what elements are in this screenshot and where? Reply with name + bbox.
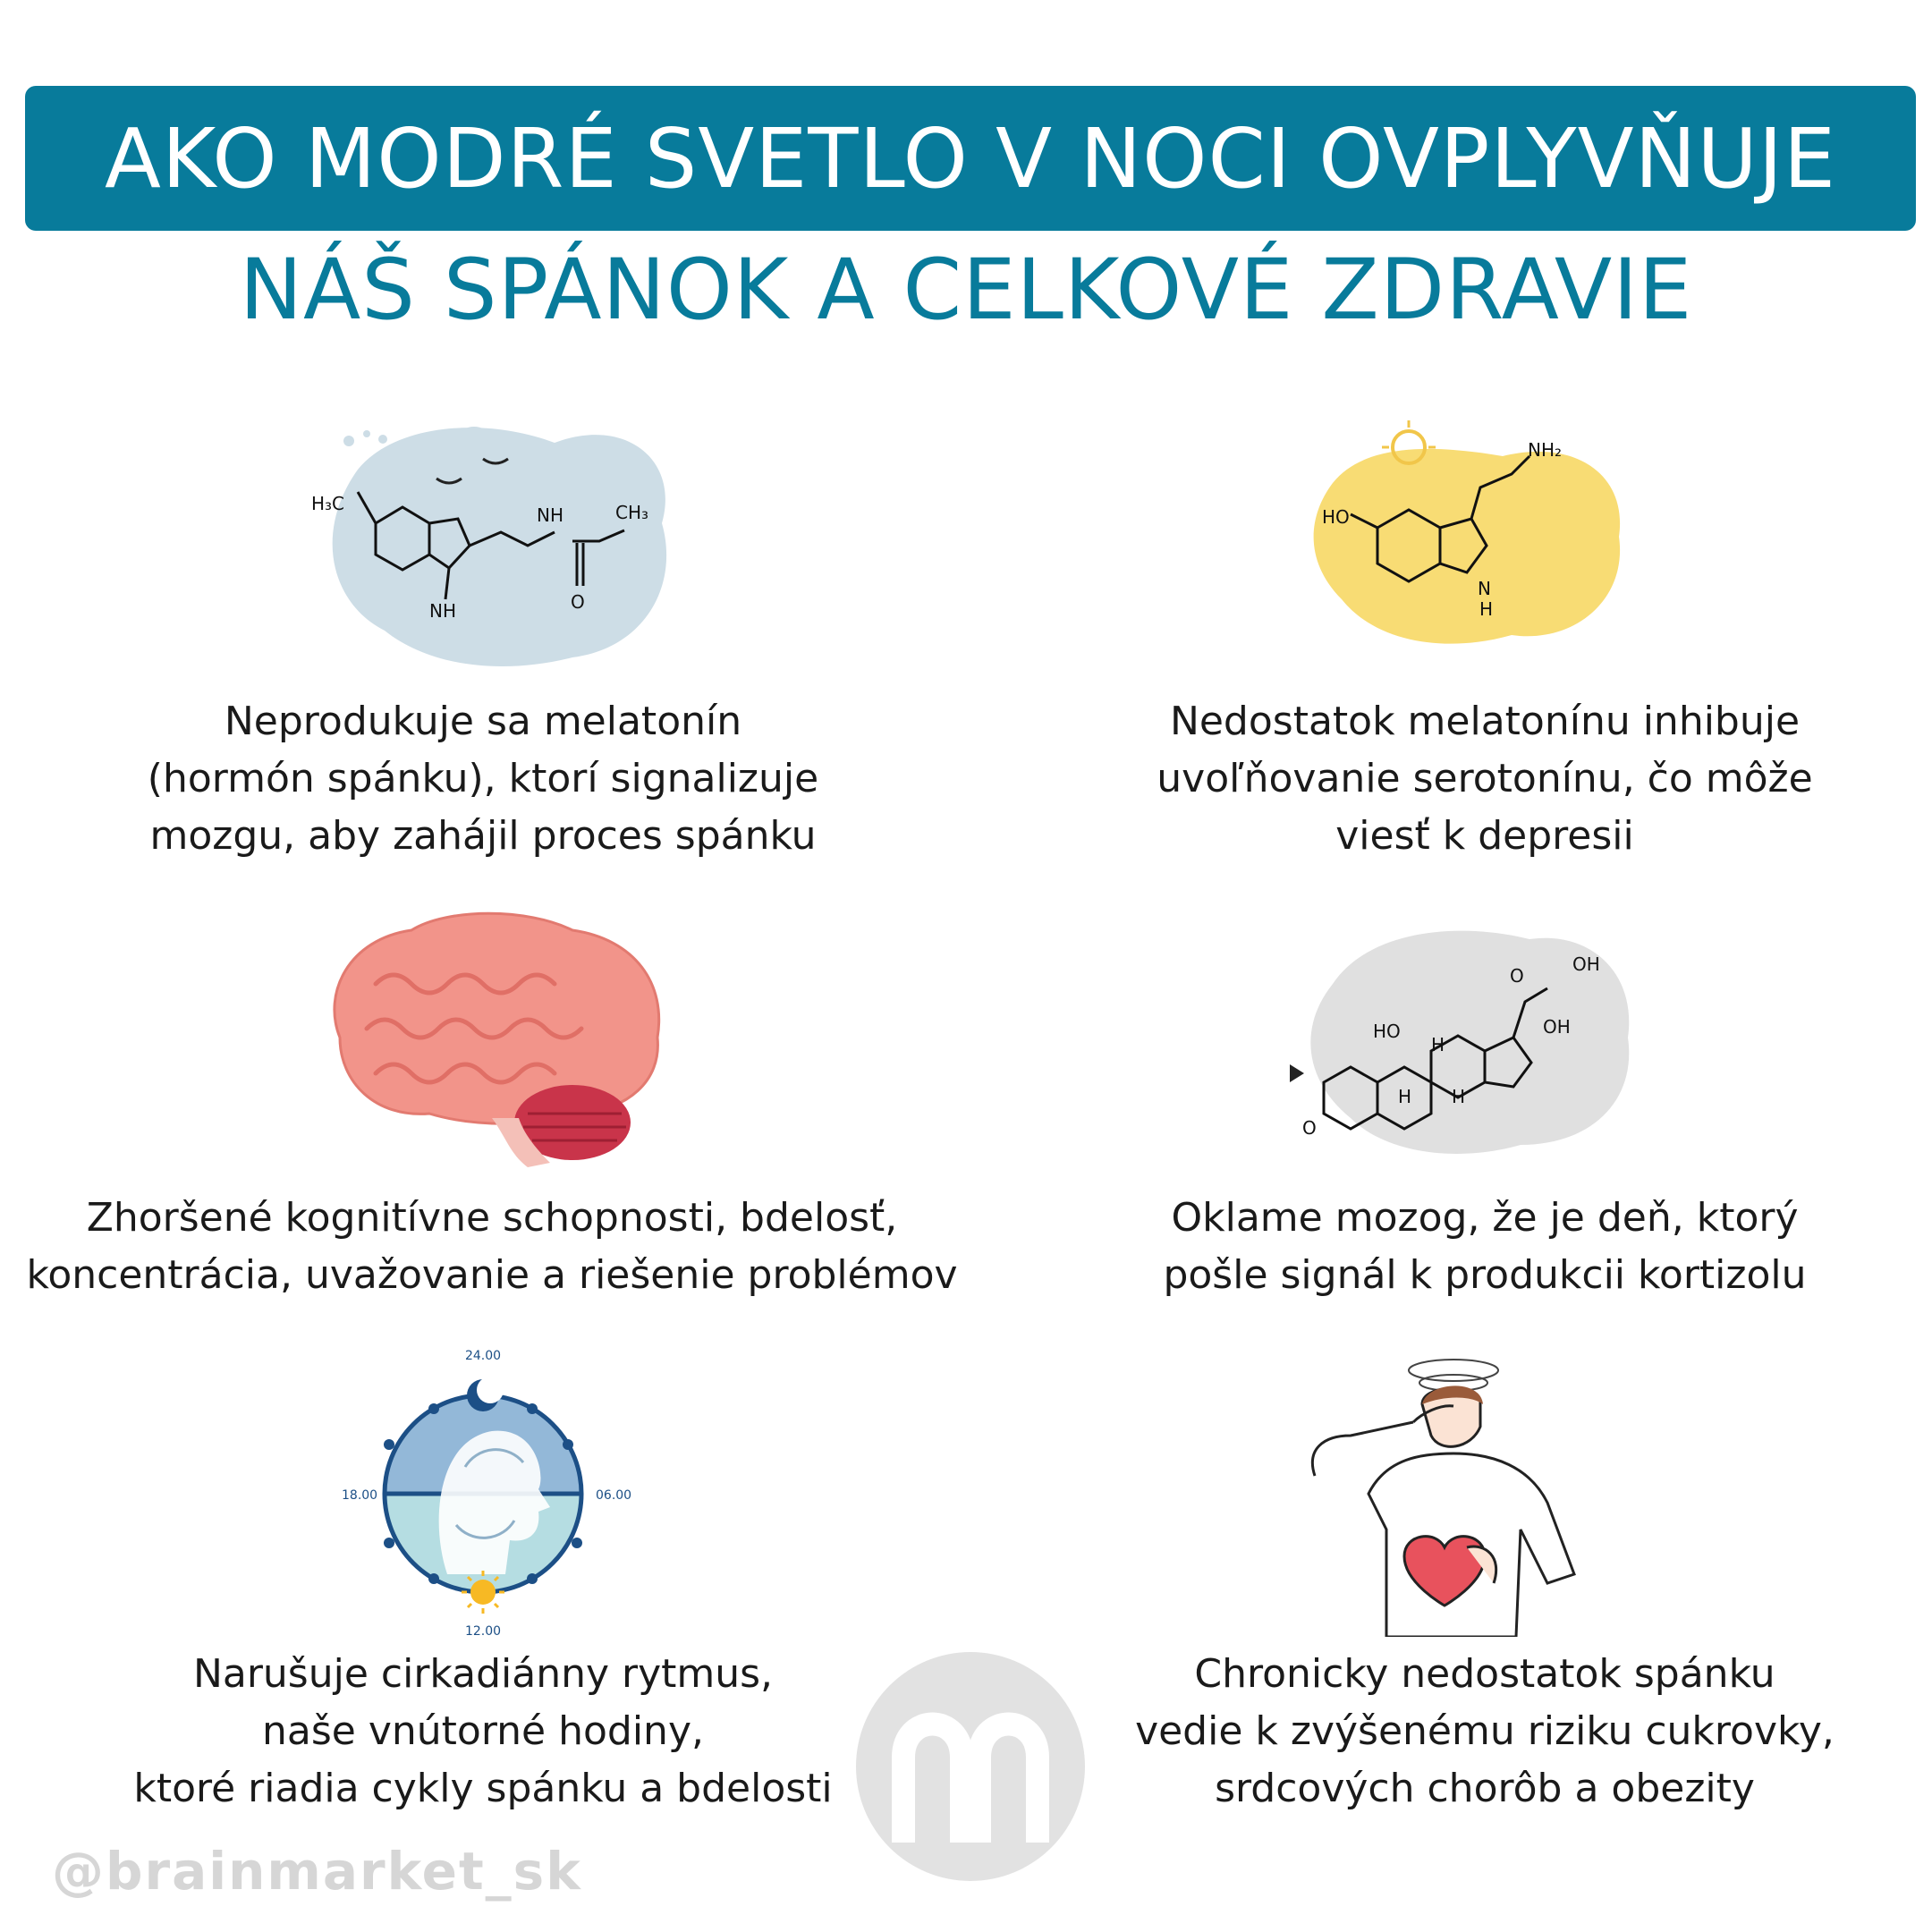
cortisol-molecule-icon bbox=[1279, 903, 1655, 1172]
clock-label-bottom: 12.00 bbox=[464, 1624, 502, 1639]
caption-cortisol: Oklame mozog, že je deň, ktorý pošle signál k produkcii kortizolu bbox=[1163, 1195, 1807, 1298]
label-h3c: H₃C bbox=[311, 493, 345, 514]
clock-label-left: 18.00 bbox=[342, 1488, 378, 1503]
page-subtitle: NÁŠ SPÁNOK A CELKOVÉ ZDRAVIE bbox=[239, 242, 1693, 339]
circadian-clock-icon bbox=[331, 1342, 635, 1646]
stressed-man-heart-icon bbox=[1288, 1351, 1610, 1637]
label-o-ring: O bbox=[1302, 1117, 1317, 1139]
label-nh-amide: NH bbox=[537, 504, 564, 526]
caption-serotonin: Nedostatok melatonínu inhibuje uvoľňovanie serotonínu, čo môže viesť k depresii bbox=[1157, 699, 1813, 859]
caption-chronic: Chronicky nedostatok spánku vedie k zvýšenému riziku cukrovky, srdcových chorôb a obezity bbox=[1135, 1651, 1835, 1811]
label-h-1: H bbox=[1431, 1034, 1445, 1055]
label-nh2: NH₂ bbox=[1528, 439, 1563, 461]
label-nh-ring: NH bbox=[429, 600, 456, 622]
label-ho: HO bbox=[1373, 1021, 1401, 1042]
label-oh-top: OH bbox=[1572, 953, 1600, 975]
label-ho: HO bbox=[1322, 506, 1350, 528]
serotonin-molecule-icon bbox=[1288, 411, 1646, 671]
label-o: O bbox=[571, 591, 585, 613]
page-title: AKO MODRÉ SVETLO V NOCI OVPLYVŇUJE bbox=[105, 110, 1836, 207]
brainmarket-logo bbox=[854, 1650, 1087, 1883]
caption-brain: Zhoršené kognitívne schopnosti, bdelosť, koncentrácia, uvažovanie a riešenie problémov bbox=[26, 1195, 958, 1298]
label-n: N bbox=[1478, 578, 1491, 599]
clock-label-top: 24.00 bbox=[464, 1349, 502, 1363]
caption-melatonin: Neprodukuje sa melatonín (hormón spánku), ktorí signalizuje mozgu, aby zahájil proces spánku bbox=[147, 699, 819, 859]
brain-icon bbox=[313, 903, 671, 1172]
title-banner bbox=[25, 86, 1916, 231]
label-ch3: CH₃ bbox=[615, 502, 649, 523]
watermark-handle: @brainmarket_sk bbox=[52, 1841, 582, 1902]
label-oh-right: OH bbox=[1543, 1016, 1571, 1038]
label-h: H bbox=[1479, 598, 1494, 620]
label-h-2: H bbox=[1398, 1086, 1412, 1107]
label-o-ketone: O bbox=[1510, 965, 1524, 987]
melatonin-molecule-icon bbox=[304, 407, 680, 675]
label-h-3: H bbox=[1452, 1086, 1466, 1107]
clock-label-right: 06.00 bbox=[596, 1488, 632, 1503]
caption-circadian: Narušuje cirkadiánny rytmus, naše vnútorné hodiny, ktoré riadia cykly spánku a bdelosti bbox=[133, 1651, 833, 1811]
